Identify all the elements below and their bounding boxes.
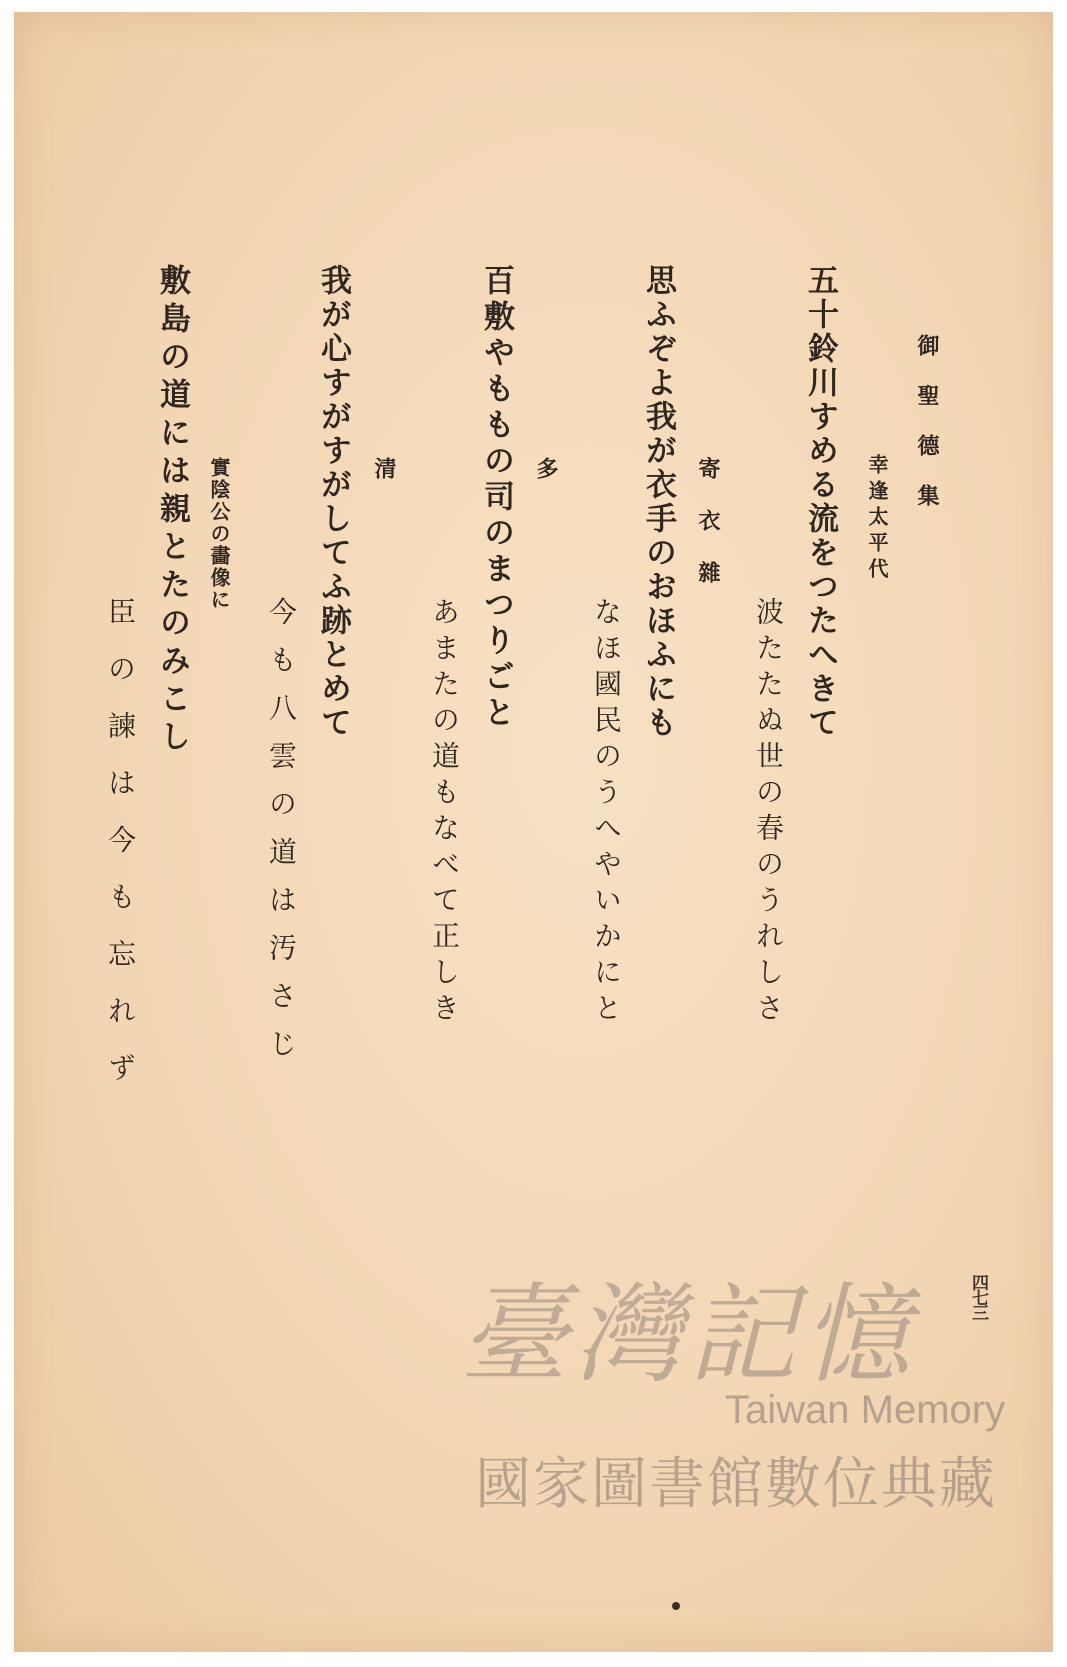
poem-1-line-2: 波たたぬ世の春のうれしさ: [752, 597, 785, 1029]
poem-4-line-2: 今も八雲の道は汚さじ: [265, 597, 298, 1077]
poem-3-line-2: あまたの道もなべて正しき: [428, 597, 461, 1029]
page-dot: [672, 1602, 680, 1610]
book-title: 御聖德集: [914, 334, 940, 534]
poem-4-line-1: 我が心すがすがしてふ跡とめて: [315, 264, 351, 740]
poem-5-topic: 實陰公の畵像に: [207, 457, 231, 611]
poem-3-line-1: 百敷やももの司のまつりごと: [478, 264, 514, 732]
poem-2-topic: 寄衣雜: [695, 457, 721, 613]
page-number: 四七三: [968, 1274, 988, 1319]
poem-2-line-1: 思ふぞよ我が衣手のおほふにも: [640, 264, 676, 740]
watermark-english: Taiwan Memory: [725, 1388, 1006, 1432]
poem-1-topic: 幸逢太平代: [865, 454, 889, 584]
poem-5-line-1: 敷島の道には親とたのみこし: [154, 264, 190, 758]
poem-2-line-2: なほ國民のうへやいかにと: [590, 597, 623, 1029]
poem-1-line-1: 五十鈴川すめる流をつたへきて: [802, 264, 838, 740]
poem-4-topic: 清: [371, 457, 397, 489]
watermark-chinese: 國家圖書館數位典藏: [475, 1452, 997, 1517]
poem-3-topic: 多: [533, 457, 559, 489]
watermark-logo-script: 臺灣記憶: [460, 1273, 917, 1398]
poem-5-line-2: 臣の諫は今も忘れず: [104, 597, 137, 1110]
